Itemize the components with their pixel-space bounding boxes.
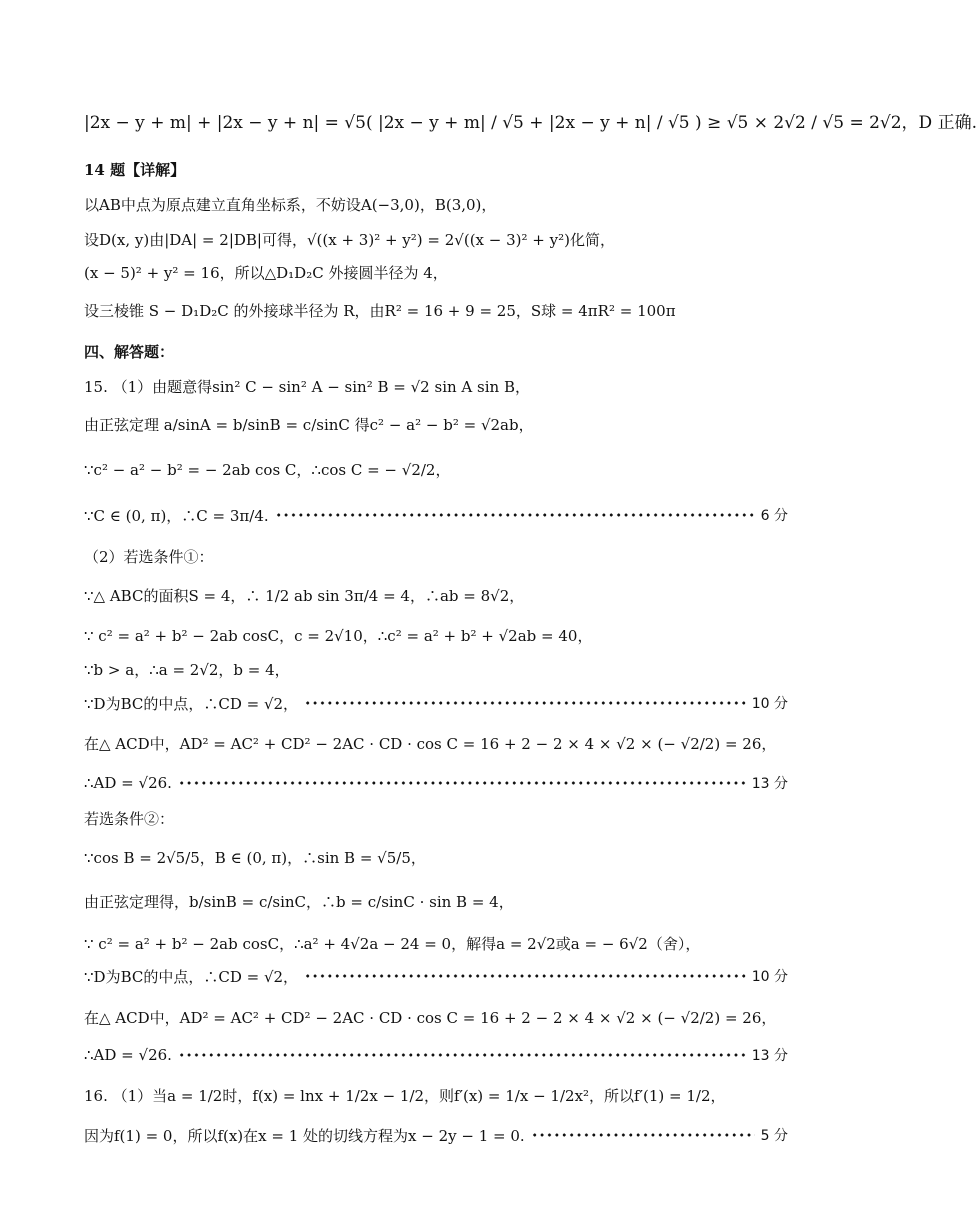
text: ∵C ∈ (0, π)，∴C = 3π/4. [84,506,269,525]
text: 设三棱锥 S − D₁D₂C 的外接球半径为 R，由R² = 16 + 9 = 25，S球 = 4πR² = 100π [84,301,676,320]
text: 设D(x, y)由|DA| = 2|DB|可得，√((x + 3)² + y²) = 2√((x − 3)² + y²)化简， [84,230,615,249]
leader-dots [178,1052,746,1058]
line-17 [84,726,788,760]
text: 14 题【详解】 [84,160,186,179]
text: ∵cos B = 2√5/5，B ∈ (0, π)，∴sin B = √5/5， [84,848,426,867]
text: ∵ c² = a² + b² − 2ab cosC，c = 2√10，∴c² = a² + b² + √2ab = 40， [84,626,593,645]
text: 以AB中点为原点建立直角坐标系，不妨设A(−3,0)，B(3,0)， [84,195,497,214]
leader-dots [531,1132,755,1138]
score: 10 分 [751,696,788,712]
line-8 [84,374,788,398]
text: 15. （1）由题意得sin² C − sin² A − sin² B = √2 sin A sin B， [84,377,530,396]
line-23 [84,963,788,989]
line-15 [84,657,788,681]
text: 因为f(1) = 0，所以f(x)在x = 1 处的切线方程为x − 2y − 1 = 0. [84,1126,525,1145]
line-16 [84,690,788,716]
text: 由正弦定理得，b/sinB = c/sinC，∴b = c/sinC · sin B = 4， [84,892,514,911]
line-13 [84,580,788,610]
line-21 [84,886,788,916]
line-1 [84,98,977,142]
text: |2x − y + m| + |2x − y + n| = √5( |2x − y + m| / √5 + |2x − y + n| / √5 ) ≥ √5 × 2√2 / √5 = 2√2，D 正确. [84,112,977,133]
line-18 [84,770,788,796]
line-4 [84,226,788,252]
line-2 [84,158,788,180]
leader-dots [304,973,746,979]
text: 在△ ACD中，AD² = AC² + CD² − 2AC · CD · cos C = 16 + 2 − 2 × 4 × √2 × (− √2/2) = 26， [84,734,777,753]
score: 6 分 [760,508,788,524]
text: ∵c² − a² − b² = − 2ab cos C，∴cos C = − √2/2， [84,460,451,479]
text: （2）若选条件①： [84,547,214,566]
leader-dots [304,700,746,706]
line-3 [84,192,788,216]
line-20 [84,842,788,872]
line-26 [84,1080,788,1110]
text: ∵D为BC的中点，∴CD = √2， [84,694,299,713]
section-heading [84,340,788,362]
text: 16. （1）当a = 1/2时，f(x) = lnx + 1/2x − 1/2，则f′(x) = 1/x − 1/2x²，所以f′(1) = 1/2， [84,1086,726,1105]
line-12 [84,544,788,568]
text: 若选条件②： [84,809,175,828]
score: 13 分 [751,1048,788,1064]
score: 10 分 [751,969,788,985]
text: 在△ ACD中，AD² = AC² + CD² − 2AC · CD · cos C = 16 + 2 − 2 × 4 × √2 × (− √2/2) = 26， [84,1008,777,1027]
line-25 [84,1042,788,1068]
line-24 [84,1000,788,1034]
line-19 [84,806,788,830]
line-5 [84,260,788,284]
text: (x − 5)² + y² = 16，所以△D₁D₂C 外接圆半径为 4， [84,263,448,282]
text: ∴AD = √26. [84,774,172,792]
line-14 [84,622,788,648]
score: 13 分 [751,776,788,792]
line-6 [84,298,788,322]
text: ∵D为BC的中点，∴CD = √2， [84,967,299,986]
leader-dots [275,512,755,518]
text: ∴AD = √26. [84,1046,172,1064]
leader-dots [178,780,746,786]
text: 由正弦定理 a/sinA = b/sinB = c/sinC 得c² − a² − b² = √2ab， [84,415,534,434]
line-11 [84,500,788,530]
score: 5 分 [760,1128,788,1144]
line-9 [84,410,788,438]
text: 四、解答题： [84,342,175,361]
line-27 [84,1122,788,1148]
text: ∵ c² = a² + b² − 2ab cosC，∴a² + 4√2a − 24 = 0，解得a = 2√2或a = − 6√2（舍）， [84,934,701,953]
text: ∵b > a，∴a = 2√2，b = 4， [84,660,290,679]
line-22 [84,930,788,956]
text: ∵△ ABC的面积S = 4，∴ 1/2 ab sin 3π/4 = 4，∴ab = 8√2， [84,586,525,605]
line-10 [84,454,788,484]
